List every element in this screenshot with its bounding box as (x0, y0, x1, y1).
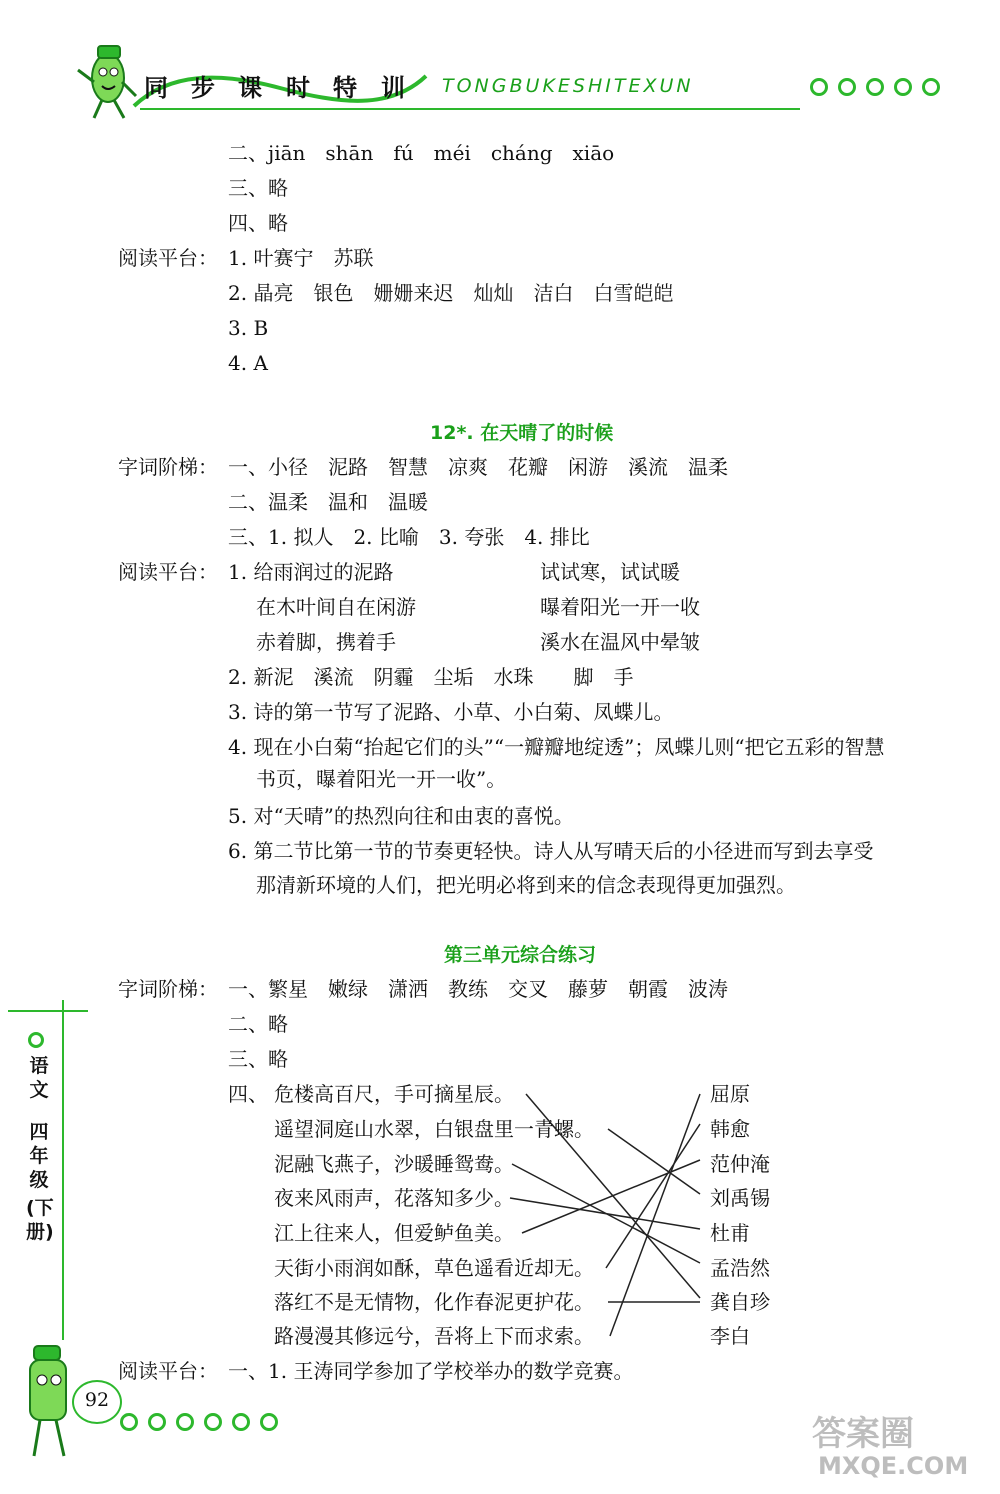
match-line (606, 1124, 700, 1268)
words-label: 字词阶梯： (118, 455, 218, 479)
sidebar-volume: (下册) (26, 1197, 54, 1243)
poem-line: 危楼高百尺，手可摘星辰。 (274, 1082, 514, 1106)
circle-dot-icon (176, 1413, 194, 1431)
section-title: 第三单元综合练习 (444, 944, 597, 966)
answer-line: 三、略 (228, 1047, 288, 1071)
header-subtitle: TONGBUKESHITEXUN (442, 75, 694, 97)
circle-dot-icon (232, 1413, 250, 1431)
poem-line: 路漫漫其修远兮，吾将上下而求索。 (274, 1324, 594, 1348)
poet-name: 屈原 (710, 1082, 750, 1106)
circle-dot-icon (204, 1413, 222, 1431)
answer-line: 二、温柔 温和 温暖 (228, 490, 428, 514)
watermark-site: MXQE.COM (818, 1452, 969, 1480)
words-label: 字词阶梯： (118, 977, 218, 1001)
poet-name: 杜甫 (710, 1221, 750, 1245)
poem-line: 夜来风雨声，花落知多少。 (274, 1186, 514, 1210)
answer-line: 三、1. 拟人 2. 比喻 3. 夸张 4. 排比 (228, 525, 590, 549)
answer-line: 3. 诗的第一节写了泥路、小草、小白菊、凤蝶儿。 (228, 700, 674, 724)
answer-line: 溪水在温风中晕皱 (540, 630, 700, 654)
answer-line: 曝着阳光一开一收 (540, 595, 700, 619)
circle-dot-icon (260, 1413, 278, 1431)
poet-name: 刘禹锡 (710, 1186, 770, 1210)
answer-line: 6. 第二节比第一节的节奏更轻快。诗人从写晴天后的小径进而写到去享受 (228, 839, 874, 863)
answer-line: 一、1. 王涛同学参加了学校举办的数学竞赛。 (228, 1359, 634, 1383)
poet-name: 龚自珍 (710, 1290, 770, 1314)
poem-line: 天街小雨润如酥，草色遥看近却无。 (274, 1256, 594, 1280)
sidebar-grade: 四年级 (29, 1121, 49, 1191)
answer-line: 那清新环境的人们，把光明必将到来的信念表现得更加强烈。 (256, 873, 796, 897)
answer-line: 一、小径 泥路 智慧 凉爽 花瓣 闲游 溪流 温柔 (228, 455, 728, 479)
circle-dot-icon (28, 1032, 44, 1048)
answer-line: 1. 给雨润过的泥路 (228, 560, 394, 584)
answer-line: 三、略 (228, 176, 288, 200)
poet-name: 孟浩然 (710, 1256, 770, 1280)
answer-line: 书页，曝着阳光一开一收”。 (256, 767, 507, 791)
reading-label: 阅读平台： (118, 560, 218, 584)
match-line (510, 1198, 700, 1229)
header-title-char: 步 (191, 74, 215, 102)
answer-line: 4. 现在小白菊“抬起它们的头”“一瓣瓣地绽透”；凤蝶儿则“把它五彩的智慧 (228, 735, 885, 759)
answer-line: 1. 叶赛宁 苏联 (228, 246, 374, 270)
circle-dot-icon (148, 1413, 166, 1431)
match-line (522, 1160, 700, 1233)
page-number: 92 (84, 1389, 110, 1411)
answer-line: 二、jiān shān fú méi cháng xiāo (228, 141, 615, 165)
poet-name: 韩愈 (710, 1117, 750, 1141)
poem-line: 落红不是无情物，化作春泥更护花。 (274, 1290, 594, 1314)
answer-line: 四、略 (228, 211, 288, 235)
answer-line: 一、繁星 嫩绿 潇洒 教练 交叉 藤萝 朝霞 波涛 (228, 977, 728, 1001)
poem-line: 江上往来人，但爱鲈鱼美。 (274, 1221, 514, 1245)
answer-line: 2. 新泥 溪流 阴霾 尘垢 水珠 脚 手 (228, 665, 634, 689)
reading-label: 阅读平台： (118, 1359, 218, 1383)
match-line (610, 1094, 700, 1336)
sidebar-subject: 语文 (29, 1055, 49, 1101)
header-title-char: 课 (238, 74, 262, 102)
answer-line: 2. 晶亮 银色 姗姗来迟 灿灿 洁白 白雪皑皑 (228, 281, 674, 305)
circle-dot-icon (120, 1413, 138, 1431)
sidebar-rule-top (8, 1010, 88, 1012)
header-title-char: 训 (381, 74, 405, 102)
sidebar-rule (62, 1000, 64, 1340)
answer-line: 4. A (228, 351, 268, 375)
answer-line: 赤着脚，携着手 (256, 630, 396, 654)
watermark-logo: 答案圈 (812, 1414, 914, 1454)
answer-line: 5. 对“天晴”的热烈向往和由衷的喜悦。 (228, 804, 574, 828)
answer-line: 3. B (228, 316, 269, 340)
header-title-char: 特 (333, 74, 357, 102)
answer-line: 二、略 (228, 1012, 288, 1036)
poem-prefix: 四、 (228, 1082, 268, 1106)
header-title-char: 时 (286, 74, 310, 102)
poem-line: 遥望洞庭山水翠，白银盘里一青螺。 (274, 1117, 594, 1141)
poet-name: 李白 (710, 1324, 750, 1348)
poet-name: 范仲淹 (710, 1152, 770, 1176)
section-title: 12*. 在天晴了的时候 (430, 422, 614, 444)
poem-line: 泥融飞燕子，沙暖睡鸳鸯。 (274, 1152, 514, 1176)
header-title-char: 同 (144, 74, 168, 102)
answer-line: 在木叶间自在闲游 (256, 595, 416, 619)
answer-line: 试试寒，试试暖 (540, 560, 680, 584)
reading-label: 阅读平台： (118, 246, 218, 270)
match-line (608, 1129, 700, 1194)
